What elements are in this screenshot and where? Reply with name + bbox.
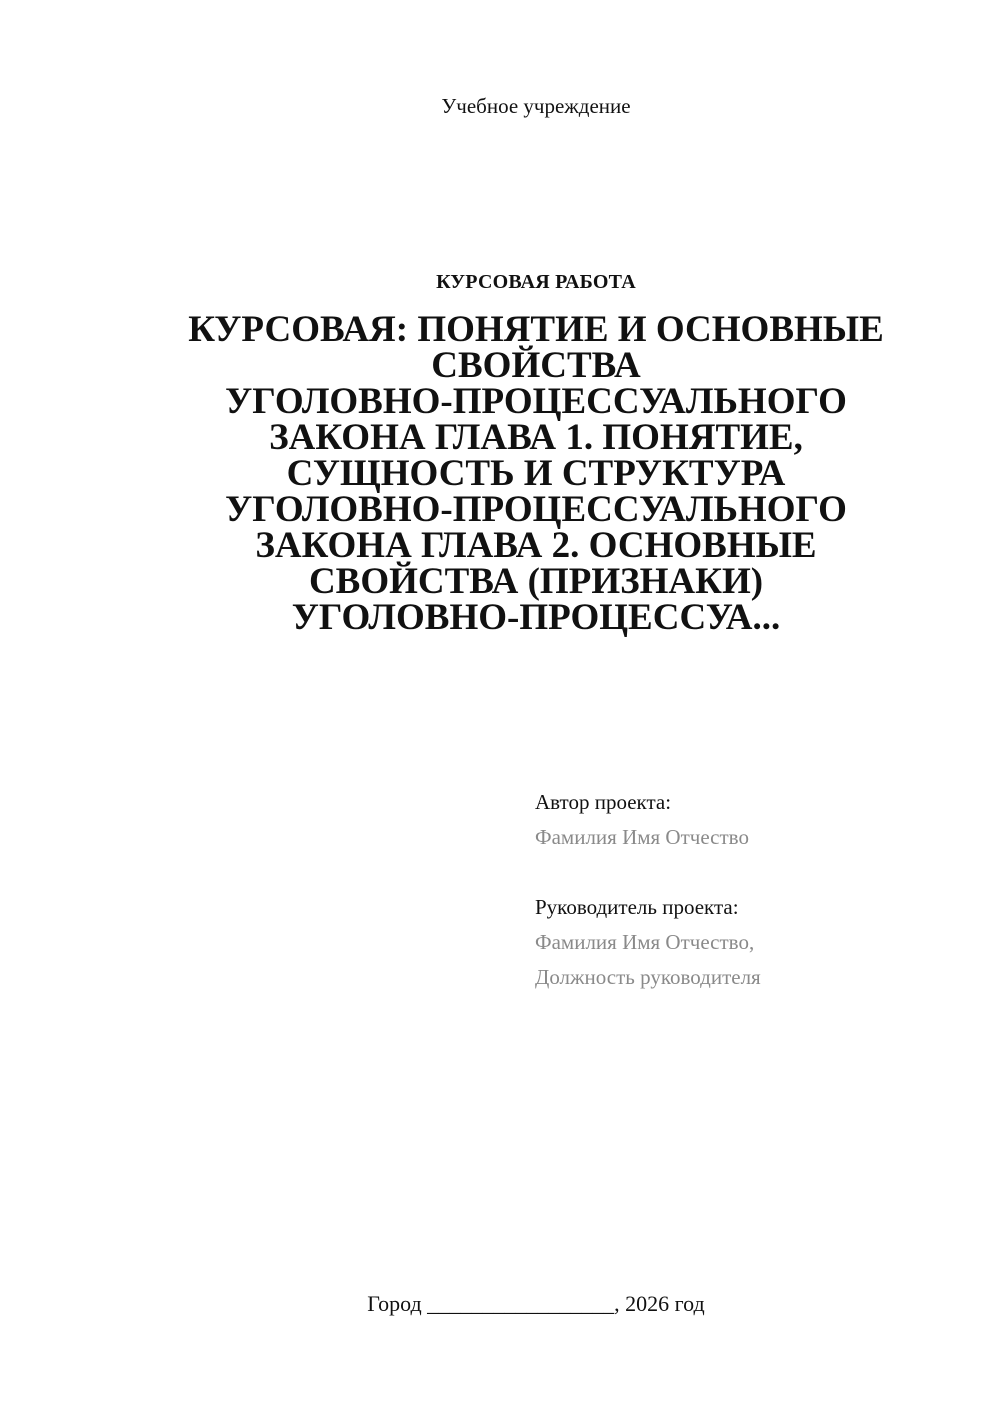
title-line: УГОЛОВНО-ПРОЦЕССУАЛЬНОГО	[225, 489, 847, 530]
city-year-line: Город _________________, 2026 год	[367, 1291, 705, 1316]
title-line: ЗАКОНА ГЛАВА 2. ОСНОВНЫЕ	[255, 525, 817, 566]
author-block	[535, 785, 955, 855]
title-line: УГОЛОВНО-ПРОЦЕССУАЛЬНОГО	[225, 381, 847, 422]
title-line: СВОЙСТВА (ПРИЗНАКИ)	[308, 561, 764, 602]
title-line: КУРСОВАЯ: ПОНЯТИЕ И ОСНОВНЫЕ	[188, 309, 884, 350]
document-title	[150, 309, 922, 638]
author-label: Автор проекта:	[535, 790, 672, 814]
work-type-heading: КУРСОВАЯ РАБОТА	[436, 271, 636, 293]
title-line: ЗАКОНА ГЛАВА 1. ПОНЯТИЕ,	[269, 417, 803, 458]
institution-name: Учебное учреждение	[441, 94, 631, 118]
supervisor-block	[535, 890, 955, 995]
title-line: УГОЛОВНО-ПРОЦЕССУА...	[291, 597, 781, 638]
supervisor-label: Руководитель проекта:	[535, 895, 739, 919]
title-line: СУЩНОСТЬ И СТРУКТУРА	[286, 453, 786, 494]
author-name: Фамилия Имя Отчество	[535, 825, 749, 849]
supervisor-position: Должность руководителя	[535, 965, 761, 989]
title-line: СВОЙСТВА	[431, 345, 641, 386]
supervisor-name: Фамилия Имя Отчество,	[535, 930, 755, 954]
